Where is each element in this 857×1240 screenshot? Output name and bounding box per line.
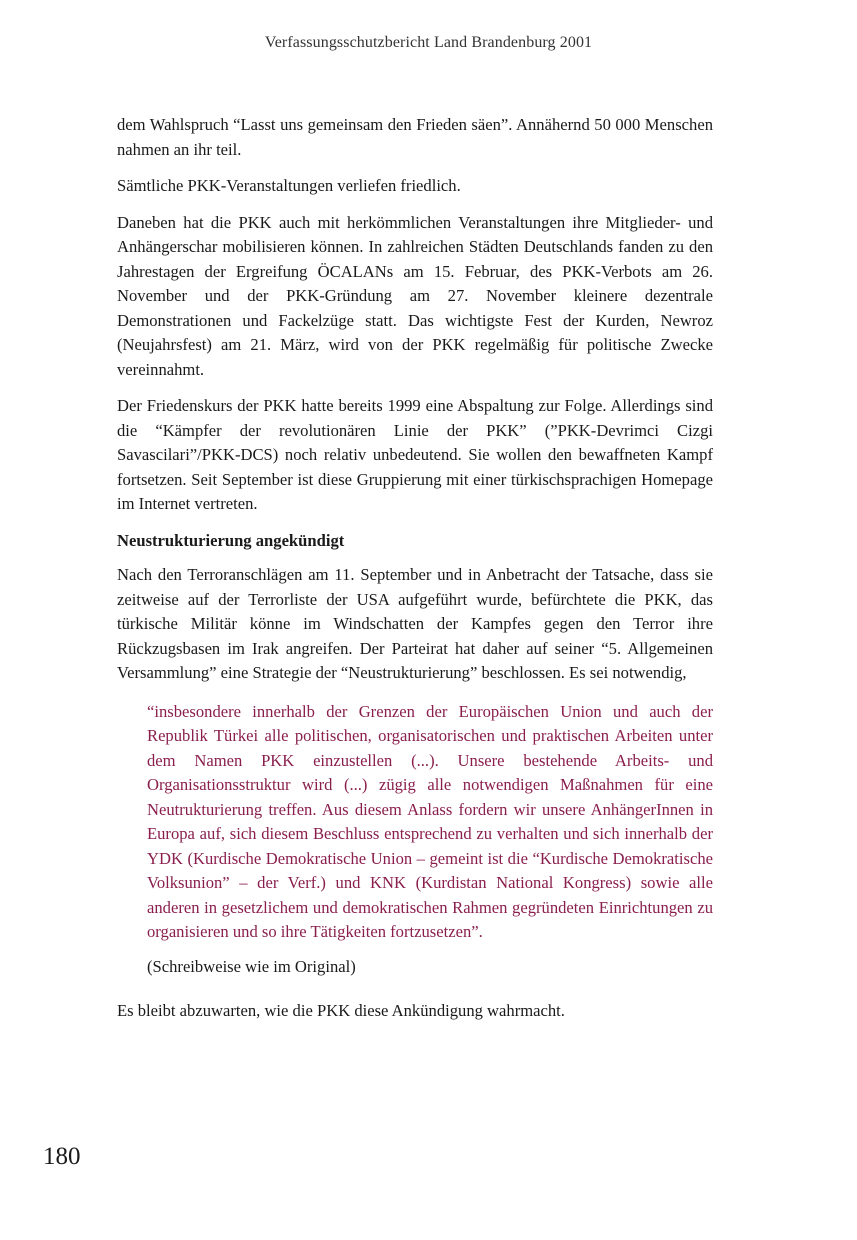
paragraph-restructuring: Nach den Terroranschlägen am 11. September und in Anbetracht der Tatsache, dass sie zeitweise auf der Terrorliste der USA aufgeführt wurde, befürchtete die PKK, das türkische Militär könne im Windschatten der Kampfes gegen den Terror ihre Rückzugsbasen im Irak angreifen. Der Parteirat hat daher auf seiner “5. Allgemeinen Versammlung” eine Strategie der “Neustrukturierung” beschlossen. Es sei notwendig, <box>117 565 713 682</box>
paragraph-motto: dem Wahlspruch “Lasst uns gemeinsam den Frieden säen”. Annähernd 50 000 Menschen nahmen an ihr teil. <box>117 115 713 159</box>
running-header: Verfassungsschutzbericht Land Brandenburg 2001 <box>264 34 593 51</box>
paragraph-events: Daneben hat die PKK auch mit herkömmlichen Veranstaltungen ihre Mitglieder- und Anhängerschar mobilisieren können. In zahlreichen Städten Deutschlands fanden zu den Jahrestagen der Ergreifung ÖCALANs am 15. Februar, des PKK-Verbots am 26. November und der PKK-Gründung am 27. November kleinere dezentrale Demonstrationen und Fackelzüge statt. Das wichtigste Fest der Kurden, Newroz (Neujahrsfest) am 21. März, wird von der PKK regelmäßig für politische Zwecke vereinnahmt. <box>117 212 713 379</box>
paragraph-conclusion: Es bleibt abzuwarten, wie die PKK diese Ankündigung wahrmacht. <box>117 1001 565 1020</box>
page-number: 180 <box>43 1143 81 1170</box>
section-heading: Neustrukturierung angekündigt <box>117 530 345 550</box>
page-body <box>117 113 713 1036</box>
quote-note: (Schreibweise wie im Original) <box>147 956 356 976</box>
paragraph-peaceful: Sämtliche PKK-Veranstaltungen verliefen friedlich. <box>117 176 461 195</box>
paragraph-split: Der Friedenskurs der PKK hatte bereits 1999 eine Abspaltung zur Folge. Allerdings sind die “Kämpfer der revolutionären Linie der PKK” (”PKK-Devrimci Cizgi Savascilari”/PKK-DCS) noch relativ unbedeutend. Sie wollen den bewaffneten Kampf fortsetzen. Seit September ist diese Gruppierung mit einer türkischsprachigen Homepage im Internet vertreten. <box>117 396 713 513</box>
block-quote: “insbesondere innerhalb der Grenzen der Europäischen Union und auch der Republik Türkei alle politischen, organisatorischen und praktischen Arbeiten unter dem Namen PKK einzustellen (...). Unsere bestehende Arbeits- und Organisationsstruktur wird (...) zügig alle notwendigen Maßnahmen für eine Neutrukturierung treffen. Aus diesem Anlass fordern wir unsere AnhängerInnen in Europa auf, sich diesem Beschluss entsprechend zu verhalten und sich innerhalb der YDK (Kurdische Demokratische Union – gemeint ist die “Kurdische Demokratische Volksunion” – der Verf.) und KNK (Kurdistan National Kongress) sowie alle anderen in gesetzlichem und demokratischen Rahmen gegründeten Einrichtungen zu organisieren und so ihre Tätigkeiten fortzusetzen”. <box>147 701 713 941</box>
